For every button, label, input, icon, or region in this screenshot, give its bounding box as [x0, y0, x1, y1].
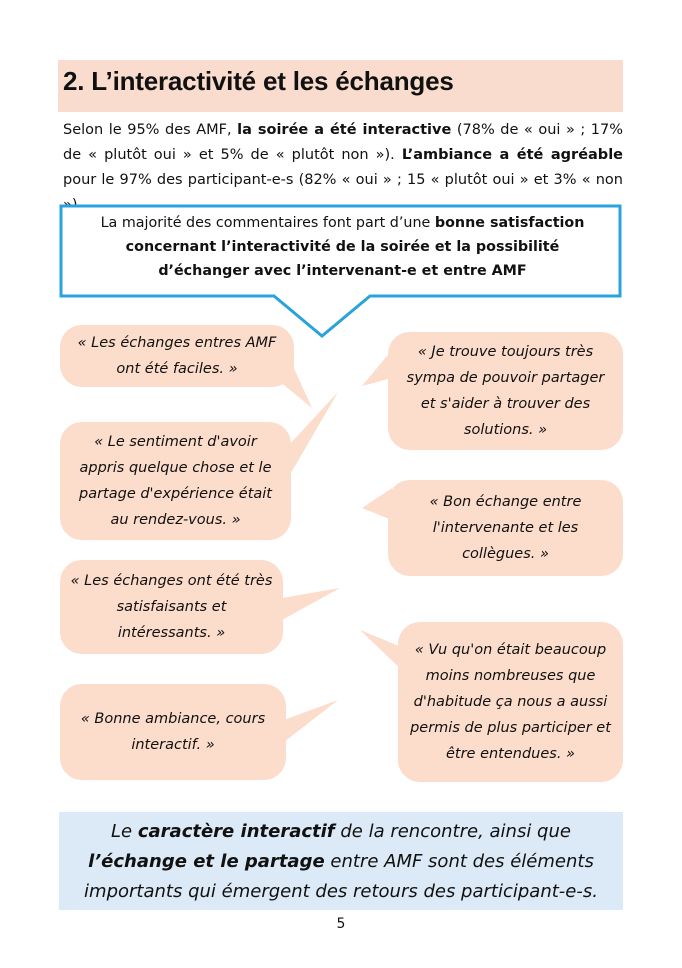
conclusion-text — [59, 817, 623, 907]
callout-text-1: La majorité des commentaires font part d’une — [100, 215, 435, 231]
intro-text-1: Selon le 95% des AMF, — [63, 122, 238, 138]
intro-bold-1: la soirée a été interactive — [237, 122, 452, 138]
intro-bold-2: L’ambiance a été agréable — [401, 147, 623, 163]
conclusion-text-1: Le — [111, 821, 138, 842]
callout-bold-1: bonne satisfaction concernant l’interactivité de la soirée et la possibilité d’échanger avec l’intervenant-e et entre AMF — [125, 215, 585, 279]
conclusion-bold-1: caractère interactif — [137, 821, 335, 842]
quote-bubble-left-2: « Le sentiment d'avoir appris quelque chose et le partage d'expérience était au rendez-vous. » — [60, 422, 291, 540]
intro-text-3: pour le 97% des participant-e-s (82% « oui » ; 15 « plutôt oui » et 3% « non — [63, 172, 623, 188]
quote-bubble-right-2: « Bon échange entre l'intervenante et les collègues. » — [388, 480, 623, 576]
quote-bubble-left-4: « Bonne ambiance, cours interactif. » — [60, 684, 286, 780]
intro-text-2: (78% de « oui » ; 17% de « plutôt oui » et 5% de « plutôt non »). — [63, 122, 623, 163]
quote-bubble-left-1: « Les échanges entres AMF ont été faciles. » — [60, 325, 294, 387]
quote-bubble-right-3: « Vu qu'on était beaucoup moins nombreuses que d'habitude ça nous a aussi permis de plus participer et être entendues. » — [398, 622, 623, 782]
page-number: 5 — [336, 916, 346, 932]
section-heading: 2. L’interactivité et les échanges — [63, 66, 454, 96]
quote-bubble-left-3: « Les échanges ont été très satisfaisants et intéressants. » — [60, 560, 283, 654]
conclusion-bold-2: l’échange et le partage — [88, 851, 325, 872]
quote-bubble-right-1: « Je trouve toujours très sympa de pouvoir partager et s'aider à trouver des solutions. » — [388, 332, 623, 450]
conclusion-text-2: de la rencontre, ainsi que — [334, 821, 571, 842]
conclusion-text-3: entre AMF sont des éléments importants qui émergent des retours des participant-e-s. — [84, 851, 598, 902]
